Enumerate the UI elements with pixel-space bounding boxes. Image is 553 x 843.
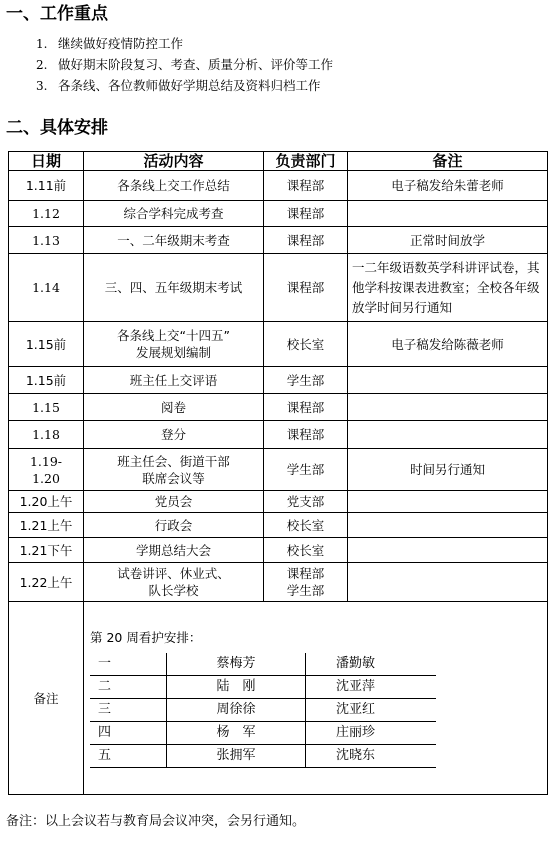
- duty-row: [90, 722, 436, 745]
- cell-dept: 课程部: [264, 421, 348, 449]
- cell-activity: 行政会: [84, 513, 264, 538]
- cell-activity: 登分: [84, 421, 264, 449]
- cell-dept: 课程部: [264, 201, 348, 227]
- list-item-text: 做好期末阶段复习、考查、质量分析、评价等工作: [58, 57, 334, 72]
- cell-date: 1.15: [9, 394, 84, 421]
- cell-date: 1.12: [9, 201, 84, 227]
- table-row: [9, 201, 548, 227]
- list-item: [36, 57, 333, 73]
- duty-person-a: 陆 刚: [167, 676, 306, 699]
- table-row: [9, 421, 548, 449]
- cell-dept: 学生部: [264, 367, 348, 394]
- duty-table: [90, 653, 436, 768]
- duty-title: 第 20 周看护安排：: [90, 630, 202, 645]
- cell-dept: 校长室: [264, 538, 348, 563]
- cell-activity: 三、四、五年级期末考试: [84, 254, 264, 322]
- duty-day: 五: [90, 745, 167, 768]
- cell-note: [348, 367, 548, 394]
- header-note: 备注: [348, 152, 548, 171]
- cell-activity: 各条线上交工作总结: [84, 171, 264, 201]
- list-item-text: 继续做好疫情防控工作: [58, 36, 184, 51]
- table-row: [9, 538, 548, 563]
- table-row: [9, 563, 548, 602]
- cell-note: [348, 513, 548, 538]
- table-row: [9, 394, 548, 421]
- cell-note: 一二年级语数英学科讲评试卷，其他学科按课表进教室；全校各年级放学时间另行通知: [348, 254, 548, 322]
- cell-dept: 课程部: [264, 227, 348, 254]
- cell-note: [348, 538, 548, 563]
- cell-activity: 各条线上交“十四五” 发展规划编制: [84, 322, 264, 367]
- list-item: [36, 78, 321, 94]
- duty-person-a: 杨 军: [167, 722, 306, 745]
- cell-activity: 阅卷: [84, 394, 264, 421]
- cell-date: 1.21上午: [9, 513, 84, 538]
- cell-note: [348, 421, 548, 449]
- cell-activity: 试卷讲评、休业式、 队长学校: [84, 563, 264, 602]
- cell-activity: 班主任上交评语: [84, 367, 264, 394]
- table-row: [9, 449, 548, 491]
- duty-person-b: 潘勤敏: [306, 653, 437, 676]
- list-item-text: 各条线、各位教师做好学期总结及资料归档工作: [58, 78, 321, 93]
- cell-date: 1.18: [9, 421, 84, 449]
- duty-person-b: 庄丽珍: [306, 722, 437, 745]
- table-row-note: [9, 602, 548, 795]
- cell-dept: 课程部: [264, 171, 348, 201]
- note-label: 备注: [9, 602, 84, 795]
- duty-day: 三: [90, 699, 167, 722]
- cell-activity: 一、二年级期末考查: [84, 227, 264, 254]
- table-row: [9, 367, 548, 394]
- duty-row: [90, 676, 436, 699]
- cell-date: 1.11前: [9, 171, 84, 201]
- cell-date: 1.19- 1.20: [9, 449, 84, 491]
- duty-row: [90, 745, 436, 768]
- duty-day: 一: [90, 653, 167, 676]
- duty-person-a: 张拥军: [167, 745, 306, 768]
- cell-note: [348, 491, 548, 513]
- cell-dept: 学生部: [264, 449, 348, 491]
- section-title-key-work: 一、工作重点: [6, 4, 108, 24]
- cell-date: 1.15前: [9, 367, 84, 394]
- cell-dept: 校长室: [264, 513, 348, 538]
- cell-activity: 班主任会、街道干部 联席会议等: [84, 449, 264, 491]
- cell-note: [348, 201, 548, 227]
- list-item-number: 3.: [36, 79, 48, 93]
- cell-note: [348, 563, 548, 602]
- table-row: [9, 171, 548, 201]
- duty-row: [90, 699, 436, 722]
- duty-cell: [84, 602, 548, 795]
- list-item: [36, 36, 183, 52]
- duty-person-b: 沈亚红: [306, 699, 437, 722]
- cell-date: 1.22上午: [9, 563, 84, 602]
- cell-note: 正常时间放学: [348, 227, 548, 254]
- duty-row: [90, 653, 436, 676]
- table-row: [9, 254, 548, 322]
- table-row: [9, 227, 548, 254]
- cell-note: 时间另行通知: [348, 449, 548, 491]
- cell-activity: 综合学科完成考查: [84, 201, 264, 227]
- duty-day: 四: [90, 722, 167, 745]
- header-activity: 活动内容: [84, 152, 264, 171]
- table-row: [9, 322, 548, 367]
- header-department: 负责部门: [264, 152, 348, 171]
- cell-dept: 校长室: [264, 322, 348, 367]
- list-item-number: 1.: [36, 37, 48, 51]
- section-title-schedule: 二、具体安排: [6, 118, 108, 138]
- cell-date: 1.13: [9, 227, 84, 254]
- duty-person-a: 蔡梅芳: [167, 653, 306, 676]
- cell-activity: 党员会: [84, 491, 264, 513]
- schedule-table: [8, 151, 548, 795]
- cell-dept: 党支部: [264, 491, 348, 513]
- cell-date: 1.21下午: [9, 538, 84, 563]
- duty-person-b: 沈亚萍: [306, 676, 437, 699]
- duty-arrangement: [84, 603, 547, 793]
- table-row: [9, 491, 548, 513]
- duty-day: 二: [90, 676, 167, 699]
- cell-note: [348, 394, 548, 421]
- duty-person-b: 沈晓东: [306, 745, 437, 768]
- header-date: 日期: [9, 152, 84, 171]
- cell-dept: 课程部: [264, 254, 348, 322]
- table-row: [9, 513, 548, 538]
- table-header-row: [9, 152, 548, 171]
- cell-note: 电子稿发给陈薇老师: [348, 322, 548, 367]
- cell-note: 电子稿发给朱蕾老师: [348, 171, 548, 201]
- cell-activity: 学期总结大会: [84, 538, 264, 563]
- cell-dept: 课程部 学生部: [264, 563, 348, 602]
- cell-dept: 课程部: [264, 394, 348, 421]
- footer-note: 备注：以上会议若与教育局会议冲突，会另行通知。: [6, 814, 306, 829]
- cell-date: 1.20上午: [9, 491, 84, 513]
- duty-person-a: 周徐徐: [167, 699, 306, 722]
- list-item-number: 2.: [36, 58, 48, 72]
- cell-date: 1.14: [9, 254, 84, 322]
- cell-date: 1.15前: [9, 322, 84, 367]
